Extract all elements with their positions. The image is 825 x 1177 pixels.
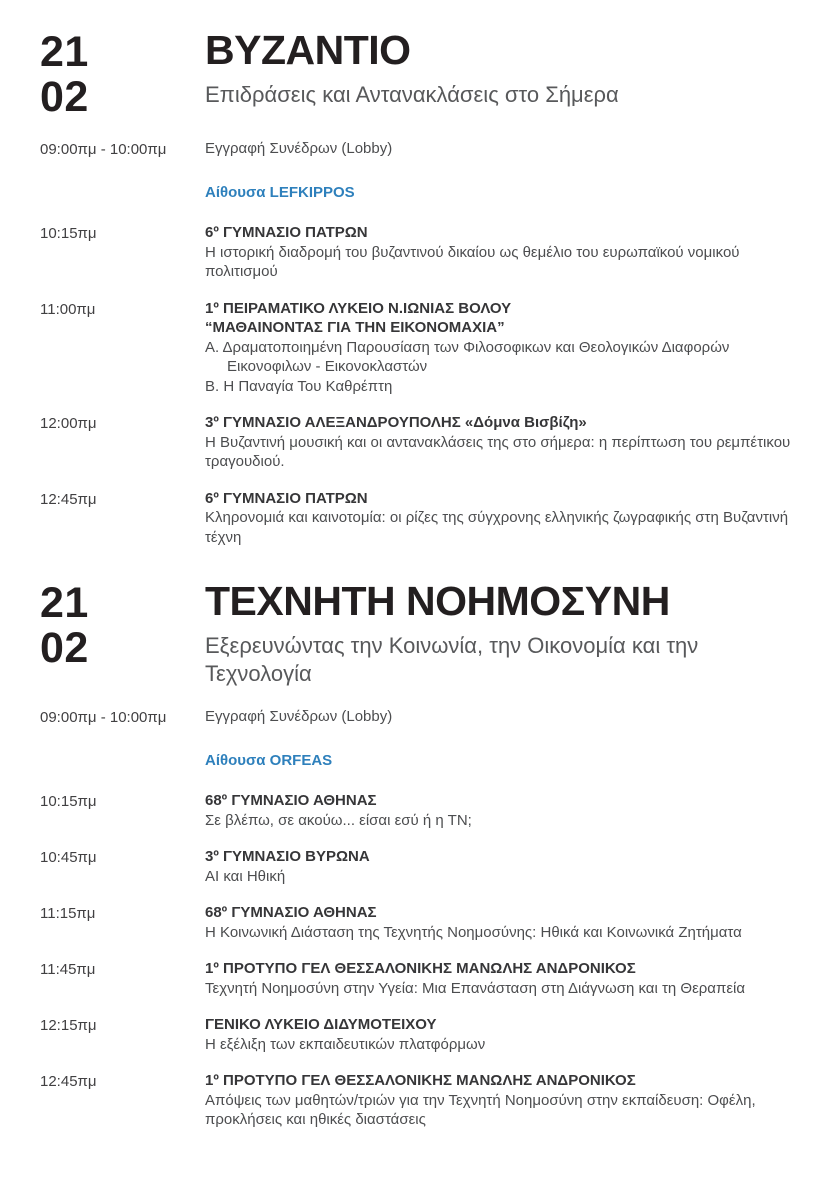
time-label: 11:00πμ <box>40 300 96 318</box>
schedule-row <box>40 903 797 942</box>
schedule-content <box>205 1071 797 1130</box>
time-label: 10:15πμ <box>40 793 97 811</box>
session-date <box>40 579 205 673</box>
session-description: AI και Ηθική <box>205 867 286 885</box>
session-title: ΒΥΖΑΝΤΙΟ <box>205 27 411 73</box>
schedule-content <box>205 1015 797 1054</box>
session-date-day: 21 <box>40 28 89 76</box>
session-rows <box>40 707 797 1130</box>
session-description: Εγγραφή Συνέδρων (Lobby) <box>205 140 393 158</box>
session-description: Τεχνητή Νοημοσύνη στην Υγεία: Μια Επανάσταση στη Διάγνωση και τη Θεραπεία <box>205 979 746 997</box>
schedule-row <box>40 489 797 548</box>
session-description: Η Κοινωνική Διάσταση της Τεχνητής Νοημοσύνης: Ηθικά και Κοινωνικά Ζητήματα <box>205 923 742 941</box>
session-rows <box>40 139 797 547</box>
school-name: 1º ΠΡΟΤΥΠΟ ΓΕΛ ΘΕΣΣΑΛΟΝΙΚΗΣ ΜΑΝΩΛΗΣ ΑΝΔΡΟΝΙΚΟΣ <box>205 1072 636 1090</box>
schedule-content <box>205 413 797 472</box>
schedule-content <box>205 299 797 397</box>
schedule-content <box>205 139 797 160</box>
session-section <box>40 578 797 1130</box>
room-label: Αίθουσα LEFKIPPOS <box>205 183 355 201</box>
schedule-row <box>40 1071 797 1130</box>
school-name: 68º ΓΥΜΝΑΣΙΟ ΑΘΗΝΑΣ <box>205 792 377 810</box>
school-name: 3º ΓΥΜΝΑΣΙΟ ΒΥΡΩΝΑ <box>205 848 370 866</box>
schedule-content <box>205 223 797 282</box>
room-label: Αίθουσα ORFEAS <box>205 751 333 769</box>
schedule-row <box>40 959 797 998</box>
time-label: 12:45πμ <box>40 1073 97 1091</box>
session-description: Η ιστορική διαδρομή του βυζαντινού δικαίου ως θεμέλιο του ευρωπαϊκού νομικού πολιτισμού <box>205 243 740 281</box>
time-label <box>40 177 205 207</box>
school-name: 68º ΓΥΜΝΑΣΙΟ ΑΘΗΝΑΣ <box>205 904 377 922</box>
time-label: 09:00πμ - 10:00πμ <box>40 709 167 727</box>
schedule-content <box>205 903 797 942</box>
time-label <box>40 745 205 775</box>
schedule-row <box>40 1015 797 1054</box>
session-header <box>40 27 797 121</box>
session-date-month: 02 <box>40 72 89 121</box>
session-description: Η εξέλιξη των εκπαιδευτικών πλατφόρμων <box>205 1035 486 1053</box>
session-description: Εικονοφιλων - Εικονοκλαστών <box>227 358 428 376</box>
session-description: Α. Δραματοποιημένη Παρουσίαση των Φιλοσοφικων και Θεολογικών Διαφορών <box>205 338 730 356</box>
school-name: 1º ΠΡΟΤΥΠΟ ΓΕΛ ΘΕΣΣΑΛΟΝΙΚΗΣ ΜΑΝΩΛΗΣ ΑΝΔΡΟΝΙΚΟΣ <box>205 960 636 978</box>
schedule-row <box>40 791 797 830</box>
session-description: Απόψεις των μαθητών/τριών για την Τεχνητή Νοημοσύνη στην εκπαίδευση: Οφέλη, προκλήσεις και ηθικές διαστάσεις <box>205 1091 756 1129</box>
session-description: Β. Η Παναγία Του Καθρέπτη <box>205 377 393 395</box>
schedule-content <box>205 791 797 830</box>
time-label: 10:15πμ <box>40 225 97 243</box>
time-label: 12:00πμ <box>40 415 97 433</box>
schedule-row <box>40 707 797 728</box>
time-label: 09:00πμ - 10:00πμ <box>40 141 167 159</box>
session-head-text <box>205 578 797 687</box>
schedule-row <box>40 299 797 397</box>
session-description: Εγγραφή Συνέδρων (Lobby) <box>205 708 393 726</box>
school-name: 3º ΓΥΜΝΑΣΙΟ ΑΛΕΞΑΝΔΡΟΥΠΟΛΗΣ «Δόμνα Βισβίζη» <box>205 414 587 432</box>
session-title: ΤΕΧΝΗΤΗ ΝΟΗΜΟΣΥΝΗ <box>205 578 670 625</box>
school-name: 6º ΓΥΜΝΑΣΙΟ ΠΑΤΡΩΝ <box>205 224 368 242</box>
schedule-content <box>205 959 797 998</box>
school-name: “ΜΑΘΑΙΝΟΝΤΑΣ ΓΙΑ ΤΗΝ ΕΙΚΟΝΟΜΑΧΙΑ” <box>205 319 505 337</box>
session-head-text <box>205 27 797 109</box>
schedule-content <box>205 177 797 207</box>
time-label: 11:45πμ <box>40 961 96 979</box>
school-name: ΓΕΝΙΚΟ ΛΥΚΕΙΟ ΔΙΔΥΜΟΤΕΙΧΟΥ <box>205 1016 437 1034</box>
time-label: 10:45πμ <box>40 849 97 867</box>
session-description: Η Βυζαντινή μουσική και οι αντανακλάσεις της στο σήμερα: η περίπτωση του ρεμπέτικου τραγουδιού. <box>205 433 791 471</box>
session-subtitle: Επιδράσεις και Αντανακλάσεις στο Σήμερα <box>205 82 619 107</box>
session-description: Σε βλέπω, σε ακούω... είσαι εσύ ή η ΤΝ; <box>205 811 472 829</box>
schedule-content <box>205 707 797 728</box>
school-name: 1º ΠΕΙΡΑΜΑΤΙΚΟ ΛΥΚΕΙΟ Ν.ΙΩΝΙΑΣ ΒΟΛΟΥ <box>205 299 512 317</box>
session-description: Κληρονομιά και καινοτομία: οι ρίζες της σύγχρονης ελληνικής ζωγραφικής στη Βυζαντινή τέχνη <box>205 509 789 546</box>
time-label: 12:15πμ <box>40 1017 97 1035</box>
schedule-row <box>40 745 797 775</box>
time-label: 12:45πμ <box>40 490 97 508</box>
schedule-row <box>40 223 797 282</box>
schedule-row <box>40 177 797 207</box>
schedule-row <box>40 847 797 886</box>
time-label: 11:15πμ <box>40 905 96 923</box>
schedule-content <box>205 489 797 548</box>
schedule-content <box>205 745 797 775</box>
session-section <box>40 27 797 547</box>
schedule-row <box>40 413 797 472</box>
session-date-month: 02 <box>40 624 89 673</box>
session-header <box>40 578 797 687</box>
session-date <box>40 30 205 119</box>
schedule-content <box>205 847 797 886</box>
session-date-day: 21 <box>40 579 89 628</box>
session-subtitle: Εξερευνώντας την Κοινωνία, την Οικονομία και την Τεχνολογία <box>205 633 699 686</box>
schedule-row <box>40 139 797 160</box>
school-name: 6º ΓΥΜΝΑΣΙΟ ΠΑΤΡΩΝ <box>205 489 368 507</box>
